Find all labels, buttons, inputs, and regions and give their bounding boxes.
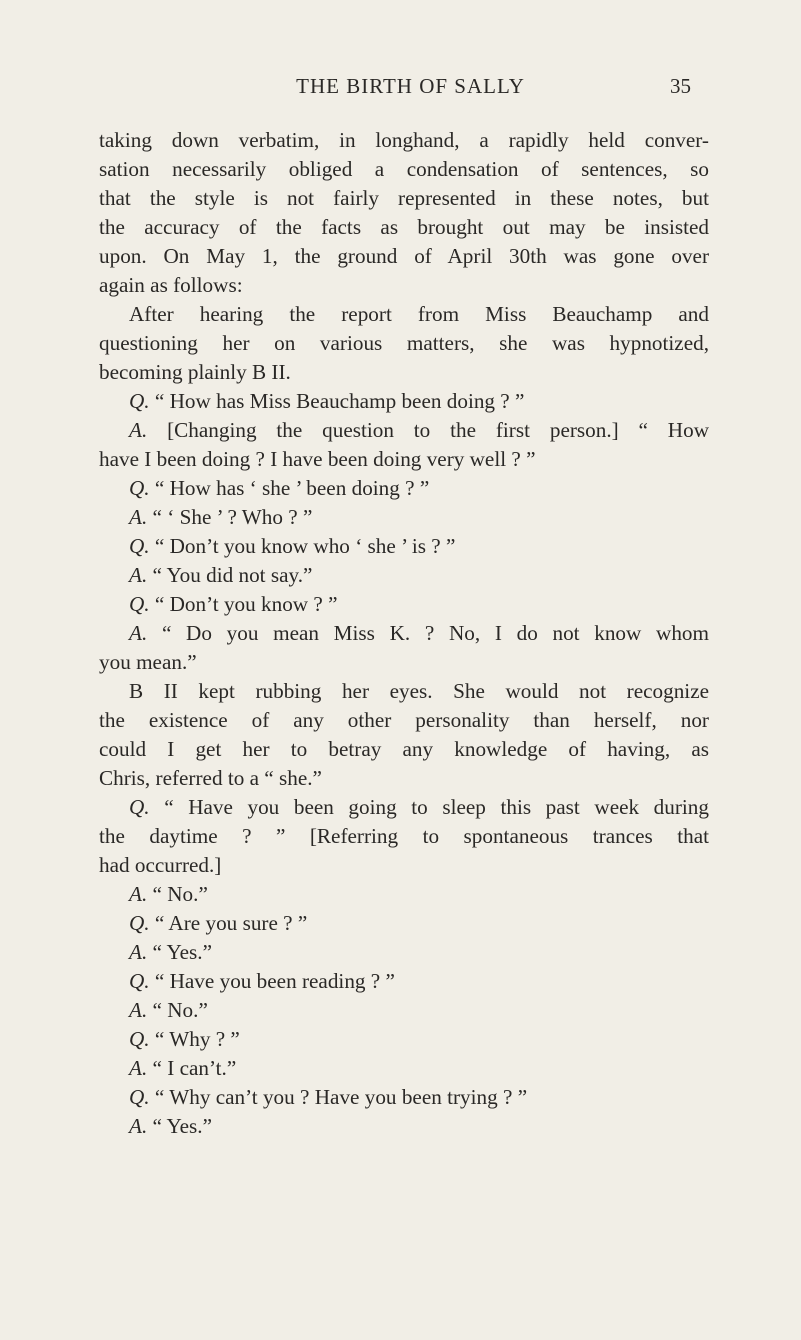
speaker-label: Q. xyxy=(129,592,150,616)
text-paragraph xyxy=(99,677,709,793)
text-line: Q. “ Are you sure ? ” xyxy=(129,911,308,935)
text-line: again as follows: xyxy=(99,273,243,297)
text-line: A. “ ‘ She ’ ? Who ? ” xyxy=(129,505,313,529)
dialogue-paragraph xyxy=(99,532,709,561)
speaker-label: Q. xyxy=(129,389,150,413)
dialogue-paragraph xyxy=(99,1083,709,1112)
text-line: Q. “ Don’t you know ? ” xyxy=(129,592,338,616)
speaker-label: A. xyxy=(129,882,148,906)
speaker-label: Q. xyxy=(129,795,150,819)
text-line: the accuracy of the facts as brought out may be insisted xyxy=(99,215,709,239)
text-line: A. “ No.” xyxy=(129,998,208,1022)
page-number: 35 xyxy=(670,74,691,98)
text-line: A. “ Yes.” xyxy=(129,940,212,964)
dialogue-paragraph xyxy=(99,938,709,967)
dialogue-paragraph xyxy=(99,793,709,880)
text-line: After hearing the report from Miss Beauchamp and xyxy=(129,302,709,326)
text-line: had occurred.] xyxy=(99,853,222,877)
body-text xyxy=(99,126,709,1141)
speaker-label: A. xyxy=(129,621,148,645)
text-line: taking down verbatim, in longhand, a rapidly held conver- xyxy=(99,128,709,152)
text-line: the existence of any other personality than herself, nor xyxy=(99,708,709,732)
text-line: A. “ No.” xyxy=(129,882,208,906)
dialogue-paragraph xyxy=(99,561,709,590)
dialogue-paragraph xyxy=(99,1112,709,1141)
speaker-label: A. xyxy=(129,563,148,587)
text-line: Q. “ Why can’t you ? Have you been trying ? ” xyxy=(129,1085,528,1109)
dialogue-paragraph xyxy=(99,416,709,474)
speaker-label: A. xyxy=(129,998,148,1022)
text-paragraph xyxy=(99,300,709,387)
text-line: Q. “ Have you been going to sleep this past week during xyxy=(129,795,709,819)
text-line: you mean.” xyxy=(99,650,197,674)
text-line: Q. “ How has ‘ she ’ been doing ? ” xyxy=(129,476,430,500)
text-line: A. “ I can’t.” xyxy=(129,1056,237,1080)
speaker-label: Q. xyxy=(129,534,150,558)
speaker-label: A. xyxy=(129,940,148,964)
speaker-label: A. xyxy=(129,1114,148,1138)
dialogue-paragraph xyxy=(99,1054,709,1083)
speaker-label: Q. xyxy=(129,476,150,500)
speaker-label: A. xyxy=(129,418,148,442)
page-header xyxy=(130,74,691,104)
text-line: sation necessarily obliged a condensation of sentences, so xyxy=(99,157,709,181)
dialogue-paragraph xyxy=(99,387,709,416)
dialogue-paragraph xyxy=(99,909,709,938)
text-line: B II kept rubbing her eyes. She would not recognize xyxy=(129,679,709,703)
text-line: upon. On May 1, the ground of April 30th was gone over xyxy=(99,244,709,268)
text-line: A. “ Yes.” xyxy=(129,1114,212,1138)
dialogue-paragraph xyxy=(99,590,709,619)
speaker-label: A. xyxy=(129,505,148,529)
text-line: Chris, referred to a “ she.” xyxy=(99,766,322,790)
dialogue-paragraph xyxy=(99,474,709,503)
speaker-label: Q. xyxy=(129,1085,150,1109)
dialogue-paragraph xyxy=(99,880,709,909)
speaker-label: Q. xyxy=(129,1027,150,1051)
text-line: Q. “ Have you been reading ? ” xyxy=(129,969,395,993)
text-line: Q. “ Why ? ” xyxy=(129,1027,240,1051)
dialogue-paragraph xyxy=(99,996,709,1025)
text-line: A. [Changing the question to the first person.] “ How xyxy=(129,418,709,442)
text-line: have I been doing ? I have been doing very well ? ” xyxy=(99,447,536,471)
speaker-label: A. xyxy=(129,1056,148,1080)
text-line: becoming plainly B II. xyxy=(99,360,291,384)
text-line: Q. “ How has Miss Beauchamp been doing ? ” xyxy=(129,389,525,413)
running-title: THE BIRTH OF SALLY xyxy=(296,74,525,98)
dialogue-paragraph xyxy=(99,1025,709,1054)
text-line: questioning her on various matters, she was hypnotized, xyxy=(99,331,709,355)
text-line: that the style is not fairly represented in these notes, but xyxy=(99,186,709,210)
speaker-label: Q. xyxy=(129,911,150,935)
text-line: A. “ You did not say.” xyxy=(129,563,313,587)
speaker-label: Q. xyxy=(129,969,150,993)
dialogue-paragraph xyxy=(99,503,709,532)
text-paragraph xyxy=(99,126,709,300)
dialogue-paragraph xyxy=(99,619,709,677)
text-line: the daytime ? ” [Referring to spontaneous trances that xyxy=(99,824,709,848)
text-line: A. “ Do you mean Miss K. ? No, I do not know whom xyxy=(129,621,709,645)
dialogue-paragraph xyxy=(99,967,709,996)
text-line: Q. “ Don’t you know who ‘ she ’ is ? ” xyxy=(129,534,456,558)
text-line: could I get her to betray any knowledge of having, as xyxy=(99,737,709,761)
